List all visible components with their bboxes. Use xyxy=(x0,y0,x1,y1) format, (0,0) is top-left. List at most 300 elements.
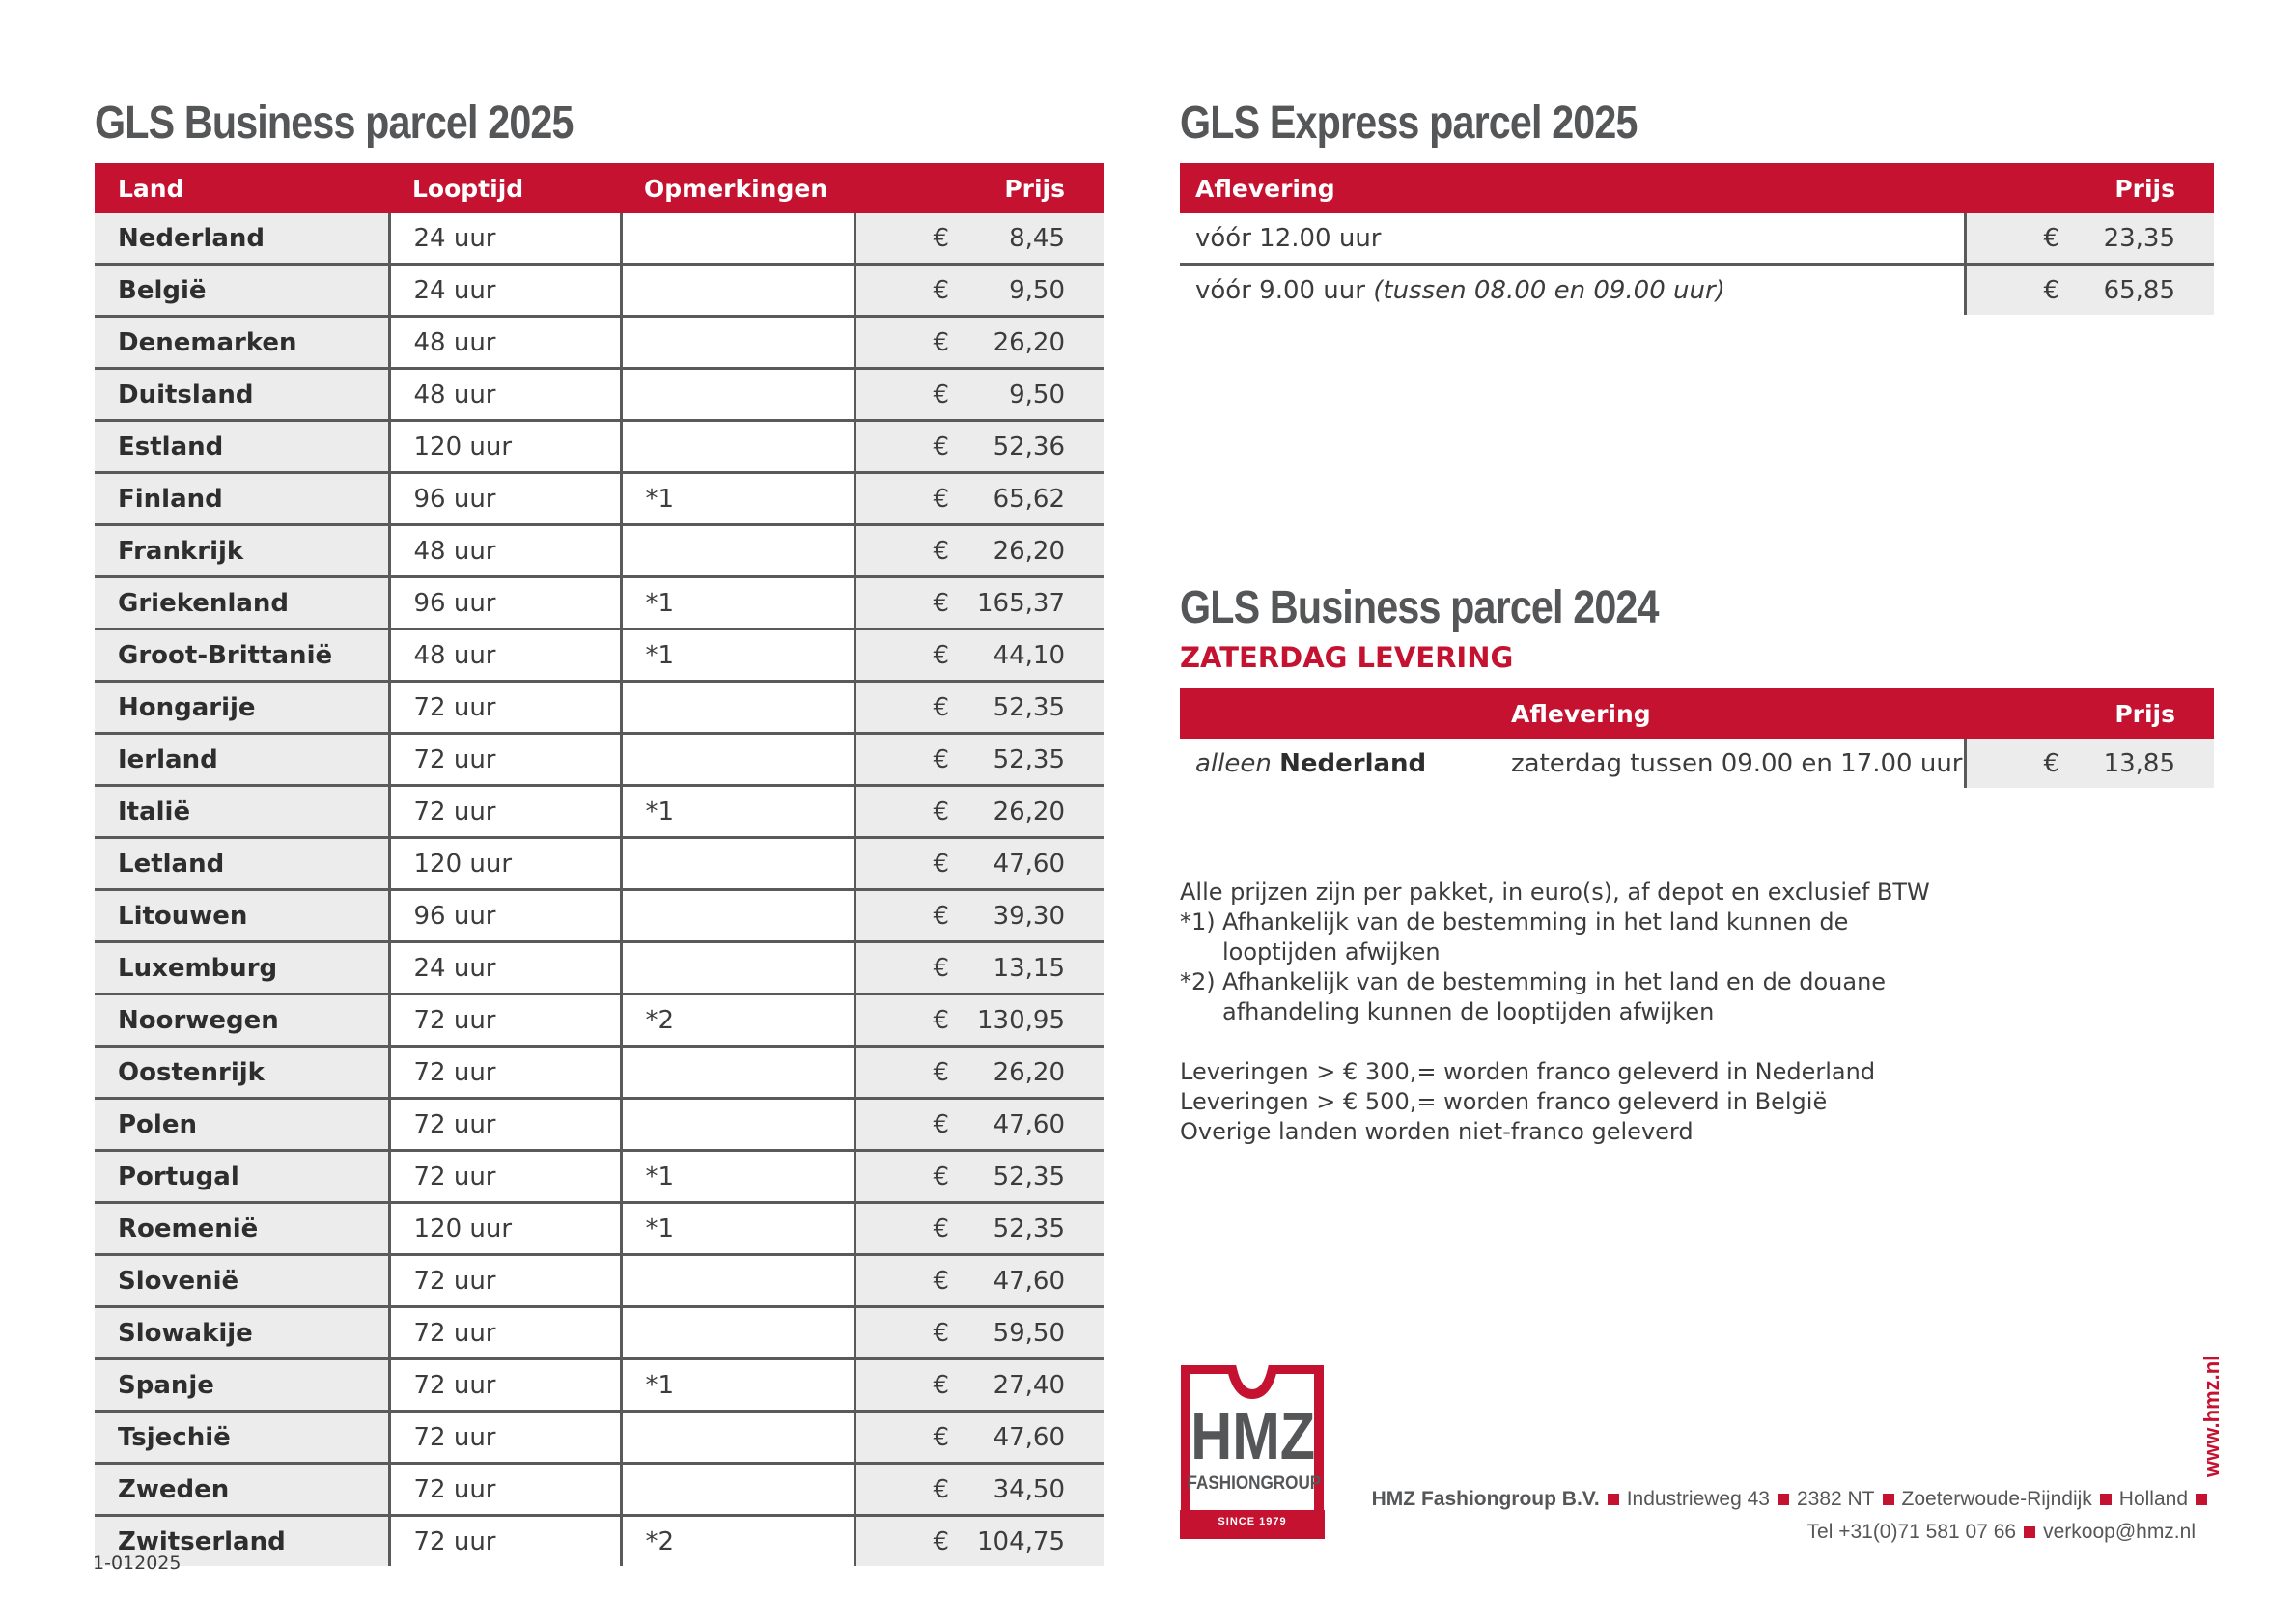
land-name: Nederland xyxy=(118,223,266,253)
price-cell xyxy=(854,1151,1104,1203)
telephone: Tel +31(0)71 581 07 66 xyxy=(1806,1521,2017,1543)
table-row xyxy=(95,838,1104,890)
country: Holland xyxy=(2118,1488,2188,1510)
currency-symbol: € xyxy=(933,1266,950,1296)
currency-symbol: € xyxy=(933,1370,950,1400)
land-name: Frankrijk xyxy=(118,536,244,566)
looptijd-cell xyxy=(389,734,621,786)
business-2024-header-row xyxy=(1180,688,2214,739)
opmerkingen-cell xyxy=(621,213,854,265)
table-row xyxy=(95,1099,1104,1151)
header-prijs: Prijs xyxy=(1965,688,2214,739)
table-row xyxy=(95,630,1104,682)
table-row xyxy=(1180,739,2214,788)
header-looptijd: Looptijd xyxy=(389,163,621,213)
currency-symbol: € xyxy=(933,223,950,253)
looptijd-value: 48 uur xyxy=(413,536,496,566)
table-row xyxy=(95,1047,1104,1099)
land-name: Roemenië xyxy=(118,1214,259,1244)
land-name: Slovenië xyxy=(118,1266,239,1296)
looptijd-value: 48 uur xyxy=(413,327,496,357)
looptijd-value: 72 uur xyxy=(413,1422,496,1452)
looptijd-cell xyxy=(389,1099,621,1151)
levering-note-3: Overige landen worden niet-franco geleverd xyxy=(1180,1118,1694,1145)
land-cell xyxy=(95,265,389,317)
table-row xyxy=(95,1203,1104,1255)
opmerkingen-cell xyxy=(621,1359,854,1412)
opmerkingen-cell xyxy=(621,1412,854,1464)
business-2024-table xyxy=(1180,688,2214,788)
currency-symbol: € xyxy=(933,536,950,566)
currency-symbol: € xyxy=(933,1214,950,1244)
looptijd-value: 72 uur xyxy=(413,797,496,826)
land-name: Duitsland xyxy=(118,379,254,409)
table-row xyxy=(95,734,1104,786)
table-row xyxy=(95,1307,1104,1359)
land-name: Zweden xyxy=(118,1474,230,1504)
header-aflevering: Aflevering xyxy=(1482,688,1965,739)
currency-symbol: € xyxy=(933,797,950,826)
email: verkoop@hmz.nl xyxy=(2043,1521,2196,1543)
looptijd-value: 72 uur xyxy=(413,1005,496,1035)
opmerking-value: *2 xyxy=(645,1005,675,1035)
aflevering-text: vóór 9.00 uur xyxy=(1195,275,1365,305)
opmerkingen-cell xyxy=(621,734,854,786)
company-name: HMZ Fashiongroup B.V. xyxy=(1371,1488,1600,1510)
land-name: Zwitserland xyxy=(118,1526,286,1556)
note-1-line1: Afhankelijk van de bestemming in het land kunnen de xyxy=(1222,909,1849,936)
land-cell xyxy=(95,525,389,577)
looptijd-cell xyxy=(389,682,621,734)
land-cell xyxy=(95,577,389,630)
logo-sub-text: FASHIONGROUP xyxy=(1187,1473,1322,1494)
price-value: 47,60 xyxy=(993,849,1065,879)
price-cell xyxy=(1965,739,2214,788)
looptijd-value: 24 uur xyxy=(413,953,496,983)
aflevering-extra: (tussen 08.00 en 09.00 uur) xyxy=(1373,275,1725,305)
price-cell xyxy=(854,1412,1104,1464)
currency-symbol: € xyxy=(2043,748,2060,778)
land-prefix: alleen xyxy=(1195,748,1272,778)
opmerkingen-cell xyxy=(621,942,854,994)
header-empty xyxy=(1180,688,1482,739)
land-cell xyxy=(95,369,389,421)
currency-symbol: € xyxy=(933,432,950,462)
aflevering-cell xyxy=(1180,265,1965,316)
land-cell xyxy=(95,890,389,942)
table-row xyxy=(95,1255,1104,1307)
looptijd-cell xyxy=(389,213,621,265)
currency-symbol: € xyxy=(933,953,950,983)
header-aflevering: Aflevering xyxy=(1180,163,1965,213)
looptijd-cell xyxy=(389,265,621,317)
looptijd-cell xyxy=(389,1203,621,1255)
land-cell xyxy=(95,994,389,1047)
looptijd-value: 120 uur xyxy=(413,849,513,879)
business-2024-title: GLS Business parcel 2024 xyxy=(1180,582,1659,633)
looptijd-value: 72 uur xyxy=(413,1109,496,1139)
looptijd-value: 72 uur xyxy=(413,1161,496,1191)
land-name: Spanje xyxy=(118,1370,214,1400)
looptijd-value: 96 uur xyxy=(413,484,496,514)
price-value: 26,20 xyxy=(993,1057,1065,1087)
table-row xyxy=(95,421,1104,473)
looptijd-value: 48 uur xyxy=(413,379,496,409)
price-value: 47,60 xyxy=(993,1109,1065,1139)
express-2025-header-row xyxy=(1180,163,2214,213)
table-row xyxy=(95,1151,1104,1203)
price-value: 44,10 xyxy=(993,640,1065,670)
opmerkingen-cell xyxy=(621,473,854,525)
aflevering-cell xyxy=(1482,739,1965,788)
business-2025-table xyxy=(95,163,1104,1566)
note-2-line1: Afhankelijk van de bestemming in het land en de douane xyxy=(1222,968,1887,995)
business-2025-title: GLS Business parcel 2025 xyxy=(95,98,574,149)
header-prijs: Prijs xyxy=(854,163,1104,213)
looptijd-cell xyxy=(389,1047,621,1099)
land-cell xyxy=(95,1464,389,1516)
looptijd-value: 96 uur xyxy=(413,901,496,931)
price-value: 52,35 xyxy=(993,1214,1065,1244)
looptijd-value: 24 uur xyxy=(413,223,496,253)
separator-square-icon xyxy=(1883,1494,1894,1505)
price-cell xyxy=(854,838,1104,890)
land-cell xyxy=(95,838,389,890)
land-cell xyxy=(95,786,389,838)
land-cell xyxy=(95,942,389,994)
price-cell xyxy=(854,734,1104,786)
street: Industrieweg 43 xyxy=(1626,1488,1770,1510)
land-name: Ierland xyxy=(118,744,218,774)
price-cell xyxy=(854,1255,1104,1307)
opmerkingen-cell xyxy=(621,1464,854,1516)
price-cell xyxy=(1965,265,2214,316)
land-name: Nederland xyxy=(1279,748,1427,778)
aflevering-text: vóór 12.00 uur xyxy=(1195,223,1382,253)
separator-square-icon xyxy=(1608,1494,1619,1505)
table-row xyxy=(95,682,1104,734)
logo-main-text: HMZ xyxy=(1190,1398,1316,1473)
land-cell xyxy=(95,734,389,786)
price-cell xyxy=(854,421,1104,473)
currency-symbol: € xyxy=(933,1318,950,1348)
price-cell xyxy=(854,630,1104,682)
currency-symbol: € xyxy=(933,1474,950,1504)
price-cell xyxy=(854,317,1104,369)
looptijd-value: 72 uur xyxy=(413,1526,496,1556)
opmerkingen-cell xyxy=(621,1516,854,1567)
price-cell xyxy=(854,942,1104,994)
table-row xyxy=(95,265,1104,317)
table-row xyxy=(95,942,1104,994)
looptijd-cell xyxy=(389,525,621,577)
looptijd-cell xyxy=(389,1464,621,1516)
opmerking-value: *1 xyxy=(645,1161,675,1191)
land-name: Oostenrijk xyxy=(118,1057,265,1087)
currency-symbol: € xyxy=(933,1005,950,1035)
price-cell xyxy=(854,682,1104,734)
land-cell xyxy=(95,1203,389,1255)
postcode: 2382 NT xyxy=(1796,1488,1875,1510)
table-row xyxy=(95,317,1104,369)
looptijd-value: 72 uur xyxy=(413,744,496,774)
price-value: 13,15 xyxy=(993,953,1065,983)
land-name: Polen xyxy=(118,1109,197,1139)
opmerkingen-cell xyxy=(621,1203,854,1255)
opmerking-value: *1 xyxy=(645,1214,675,1244)
opmerkingen-cell xyxy=(621,421,854,473)
separator-square-icon xyxy=(2100,1494,2112,1505)
table-row xyxy=(95,786,1104,838)
currency-symbol: € xyxy=(933,744,950,774)
currency-symbol: € xyxy=(933,1422,950,1452)
looptijd-cell xyxy=(389,942,621,994)
opmerkingen-cell xyxy=(621,1047,854,1099)
land-name: Denemarken xyxy=(118,327,297,357)
price-cell xyxy=(854,786,1104,838)
land-cell xyxy=(95,317,389,369)
separator-square-icon xyxy=(2196,1494,2207,1505)
opmerkingen-cell xyxy=(621,525,854,577)
price-value: 52,35 xyxy=(993,744,1065,774)
city: Zoeterwoude-Rijndijk xyxy=(1901,1488,2092,1510)
header-prijs: Prijs xyxy=(1965,163,2214,213)
looptijd-cell xyxy=(389,1516,621,1567)
opmerkingen-cell xyxy=(621,630,854,682)
opmerkingen-cell xyxy=(621,1099,854,1151)
table-row xyxy=(95,213,1104,265)
land-cell xyxy=(95,1047,389,1099)
currency-symbol: € xyxy=(933,588,950,618)
land-cell xyxy=(95,1307,389,1359)
land-cell xyxy=(95,1359,389,1412)
land-name: Luxemburg xyxy=(118,953,278,983)
express-2025-title: GLS Express parcel 2025 xyxy=(1180,98,1638,149)
opmerkingen-cell xyxy=(621,265,854,317)
opmerking-value: *1 xyxy=(645,484,675,514)
looptijd-cell xyxy=(389,317,621,369)
looptijd-value: 120 uur xyxy=(413,1214,513,1244)
opmerkingen-cell xyxy=(621,838,854,890)
levering-note-2: Leveringen > € 500,= worden franco geleverd in België xyxy=(1180,1088,1828,1115)
price-value: 26,20 xyxy=(993,536,1065,566)
currency-symbol: € xyxy=(933,1161,950,1191)
price-cell xyxy=(854,890,1104,942)
looptijd-cell xyxy=(389,994,621,1047)
price-value: 27,40 xyxy=(993,1370,1065,1400)
land-name: Finland xyxy=(118,484,223,514)
price-cell xyxy=(854,1203,1104,1255)
price-value: 52,35 xyxy=(993,1161,1065,1191)
separator-square-icon xyxy=(2024,1526,2035,1538)
looptijd-value: 120 uur xyxy=(413,432,513,462)
header-land: Land xyxy=(95,163,389,213)
price-value: 130,95 xyxy=(977,1005,1065,1035)
land-cell xyxy=(95,421,389,473)
table-row xyxy=(95,525,1104,577)
land-name: Italië xyxy=(118,797,191,826)
price-value: 26,20 xyxy=(993,327,1065,357)
opmerkingen-cell xyxy=(621,369,854,421)
price-cell xyxy=(854,994,1104,1047)
price-value: 13,85 xyxy=(2103,748,2175,778)
table-row xyxy=(95,369,1104,421)
opmerking-value: *1 xyxy=(645,1370,675,1400)
price-value: 9,50 xyxy=(1009,379,1065,409)
looptijd-value: 72 uur xyxy=(413,1318,496,1348)
looptijd-value: 72 uur xyxy=(413,692,496,722)
currency-symbol: € xyxy=(933,1526,950,1556)
logo-since-text: SINCE 1979 xyxy=(1218,1516,1287,1527)
opmerkingen-cell xyxy=(621,1151,854,1203)
price-cell xyxy=(1965,213,2214,265)
opmerking-value: *1 xyxy=(645,797,675,826)
levering-note-1: Leveringen > € 300,= worden franco geleverd in Nederland xyxy=(1180,1058,1876,1085)
opmerking-value: *1 xyxy=(645,588,675,618)
opmerkingen-cell xyxy=(621,1255,854,1307)
land-cell xyxy=(95,473,389,525)
business-2024-subtitle: ZATERDAG LEVERING xyxy=(1180,641,1514,674)
opmerkingen-cell xyxy=(621,682,854,734)
price-value: 165,37 xyxy=(977,588,1065,618)
currency-symbol: € xyxy=(933,379,950,409)
table-row xyxy=(95,890,1104,942)
price-value: 59,50 xyxy=(993,1318,1065,1348)
opmerking-value: *2 xyxy=(645,1526,675,1556)
table-row xyxy=(95,1464,1104,1516)
land-name: België xyxy=(118,275,207,305)
price-value: 52,35 xyxy=(993,692,1065,722)
looptijd-value: 72 uur xyxy=(413,1057,496,1087)
table-row xyxy=(95,577,1104,630)
looptijd-value: 72 uur xyxy=(413,1266,496,1296)
price-value: 8,45 xyxy=(1009,223,1065,253)
price-value: 23,35 xyxy=(2103,223,2175,253)
price-cell xyxy=(854,525,1104,577)
land-cell xyxy=(1180,739,1482,788)
looptijd-cell xyxy=(389,1255,621,1307)
aflevering-text: zaterdag tussen 09.00 en 17.00 uur xyxy=(1511,748,1963,778)
notes-block xyxy=(1180,878,1930,1147)
land-cell xyxy=(95,682,389,734)
land-cell xyxy=(95,1255,389,1307)
notes-intro: Alle prijzen zijn per pakket, in euro(s), af depot en exclusief BTW xyxy=(1180,879,1930,906)
looptijd-cell xyxy=(389,473,621,525)
note-2-line2: afhandeling kunnen de looptijden afwijken xyxy=(1222,998,1715,1025)
land-name: Noorwegen xyxy=(118,1005,279,1035)
currency-symbol: € xyxy=(933,275,950,305)
hmz-logo xyxy=(1180,1365,1325,1539)
looptijd-cell xyxy=(389,421,621,473)
currency-symbol: € xyxy=(933,1057,950,1087)
footer-contact xyxy=(1807,1521,2196,1544)
currency-symbol: € xyxy=(933,849,950,879)
opmerkingen-cell xyxy=(621,1307,854,1359)
note-2-mark: *2) xyxy=(1180,968,1216,995)
price-value: 104,75 xyxy=(977,1526,1065,1556)
table-row xyxy=(1180,265,2214,316)
document-code: 1-012025 xyxy=(93,1553,182,1574)
price-cell xyxy=(854,265,1104,317)
land-name: Litouwen xyxy=(118,901,248,931)
land-name: Griekenland xyxy=(118,588,290,618)
table-row xyxy=(95,473,1104,525)
land-name: Groot-Brittanië xyxy=(118,640,333,670)
looptijd-cell xyxy=(389,1359,621,1412)
looptijd-cell xyxy=(389,1151,621,1203)
currency-symbol: € xyxy=(933,484,950,514)
express-2025-table xyxy=(1180,163,2214,315)
currency-symbol: € xyxy=(933,327,950,357)
price-cell xyxy=(854,1047,1104,1099)
opmerkingen-cell xyxy=(621,317,854,369)
land-cell xyxy=(95,1151,389,1203)
looptijd-cell xyxy=(389,786,621,838)
land-name: Tsjechië xyxy=(118,1422,231,1452)
table-row xyxy=(95,994,1104,1047)
price-cell xyxy=(854,1099,1104,1151)
price-cell xyxy=(854,577,1104,630)
land-name: Estland xyxy=(118,432,224,462)
land-name: Portugal xyxy=(118,1161,239,1191)
price-value: 65,85 xyxy=(2103,275,2175,305)
looptijd-cell xyxy=(389,1307,621,1359)
looptijd-value: 48 uur xyxy=(413,640,496,670)
currency-symbol: € xyxy=(933,901,950,931)
land-cell xyxy=(95,1099,389,1151)
land-name: Hongarije xyxy=(118,692,256,722)
note-1-mark: *1) xyxy=(1180,909,1216,936)
price-value: 26,20 xyxy=(993,797,1065,826)
opmerkingen-cell xyxy=(621,890,854,942)
note-1-line2: looptijden afwijken xyxy=(1222,938,1441,965)
price-value: 47,60 xyxy=(993,1266,1065,1296)
land-name: Slowakije xyxy=(118,1318,253,1348)
price-cell xyxy=(854,1307,1104,1359)
land-cell xyxy=(95,1412,389,1464)
business-2025-header-row xyxy=(95,163,1104,213)
footer-address xyxy=(1372,1488,2215,1511)
looptijd-cell xyxy=(389,838,621,890)
currency-symbol: € xyxy=(933,692,950,722)
currency-symbol: € xyxy=(2043,275,2060,305)
looptijd-value: 72 uur xyxy=(413,1370,496,1400)
looptijd-cell xyxy=(389,630,621,682)
table-row xyxy=(1180,213,2214,265)
land-name: Letland xyxy=(118,849,225,879)
opmerkingen-cell xyxy=(621,994,854,1047)
price-value: 65,62 xyxy=(993,484,1065,514)
header-opmerkingen: Opmerkingen xyxy=(621,163,854,213)
currency-symbol: € xyxy=(2043,223,2060,253)
price-value: 39,30 xyxy=(993,901,1065,931)
table-row xyxy=(95,1516,1104,1567)
looptijd-cell xyxy=(389,369,621,421)
looptijd-value: 24 uur xyxy=(413,275,496,305)
looptijd-cell xyxy=(389,890,621,942)
opmerkingen-cell xyxy=(621,786,854,838)
land-cell xyxy=(95,213,389,265)
price-cell xyxy=(854,369,1104,421)
looptijd-cell xyxy=(389,1412,621,1464)
opmerking-value: *1 xyxy=(645,640,675,670)
currency-symbol: € xyxy=(933,1109,950,1139)
looptijd-cell xyxy=(389,577,621,630)
website-vertical: www.hmz.nl xyxy=(2199,1355,2224,1477)
price-value: 47,60 xyxy=(993,1422,1065,1452)
price-cell xyxy=(854,213,1104,265)
price-cell xyxy=(854,1464,1104,1516)
